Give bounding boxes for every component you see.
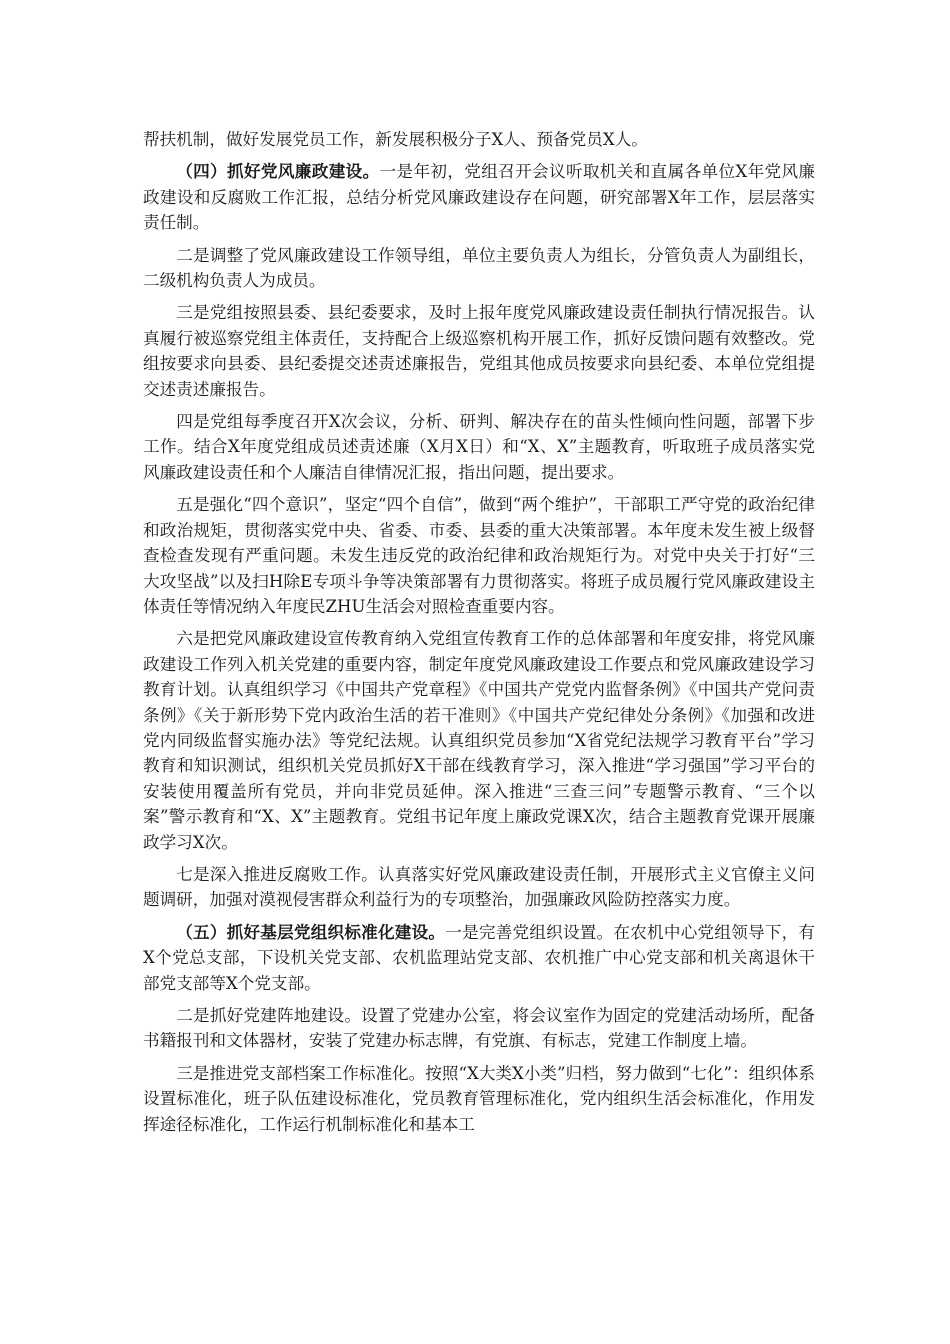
paragraph-text: 三是党组按照县委、县纪委要求，及时上报年度党风廉政建设责任制执行情况报告。认真履行被巡察党组主体责任，支持配合上级巡察机构开展工作，抓好反馈问题有效整改。党组按要求向县委、县纪委提交述责述廉报告，党组其他成员按要求向县纪委、本单位党组提交述责述廉报告。 xyxy=(143,303,815,399)
paragraph-item-9 xyxy=(143,1003,815,1054)
paragraph-item-2 xyxy=(143,243,815,294)
paragraph-section-5 xyxy=(143,920,815,996)
paragraph-item-10 xyxy=(143,1061,815,1137)
section-heading: （四）抓好党风廉政建设。 xyxy=(176,161,380,182)
paragraph-item-4 xyxy=(143,409,815,485)
paragraph-text: 一是完善党组织设置。在农机中心党组领导下，有X个党总支部，下设机关党支部、农机监理站党支部、农机推广中心党支部和机关离退休干部党支部等X个党支部。 xyxy=(143,922,816,993)
paragraph-text: 帮扶机制，做好发展党员工作，新发展积极分子X人、预备党员X人。 xyxy=(143,130,648,149)
paragraph-continuation xyxy=(143,127,815,152)
paragraph-text: 七是深入推进反腐败工作。认真落实好党风廉政建设责任制，开展形式主义官僚主义问题调研，加强对漠视侵害群众利益行为的专项整治，加强廉政风险防控落实力度。 xyxy=(143,864,815,910)
paragraph-text: 二是抓好党建阵地建设。设置了党建办公室，将会议室作为固定的党建活动场所，配备书籍报刊和文体器材，安装了党建办标志牌，有党旗、有标志，党建工作制度上墙。 xyxy=(143,1006,815,1051)
section-heading: （五）抓好基层党组织标准化建设。 xyxy=(176,921,446,942)
paragraph-text: 四是党组每季度召开X次会议，分析、研判、解决存在的苗头性倾向性问题，部署下步工作。结合X年度党组成员述责述廉（X月X日）和“X、X”主题教育，听取班子成员落实党风廉政建设责任和个人廉洁自律情况汇报，指出问题，提出要求。 xyxy=(143,412,815,482)
paragraph-item-5 xyxy=(143,492,815,619)
paragraph-text: 三是推进党支部档案工作标准化。按照“X大类X小类”归档，努力做到“七化”：组织体系设置标准化，班子队伍建设标准化，党员教育管理标准化，党内组织生活会标准化，作用发挥途径标准化，工作运行机制标准化和基本工 xyxy=(143,1063,815,1134)
paragraph-item-6 xyxy=(143,626,815,855)
paragraph-item-7 xyxy=(143,862,815,913)
paragraph-text: 一是年初，党组召开会议听取机关和直属各单位X年党风廉政建设和反腐败工作汇报，总结分析党风廉政建设存在问题，研究部署X年工作，层层落实责任制。 xyxy=(143,162,816,233)
paragraph-text: 六是把党风廉政建设宣传教育纳入党组宣传教育工作的总体部署和年度安排，将党风廉政建设工作列入机关党建的重要内容，制定年度党风廉政建设工作要点和党风廉政建设学习教育计划。认真组织学习《中国共产党章程》《中国共产党党内监督条例》《中国共产党问责条例》《关于新形势下党内政治生活的若干准则》《中国共产党纪律处分条例》《加强和改进党内同级监督实施办法》等党纪法规。认真组织党员参加“X省党纪法规学习教育平台”学习教育和知识测试，组织机关党员抓好X干部在线教育学习，深入推进“学习强国”学习平台的安装使用覆盖所有党员，并向非党员延伸。深入推进“三查三问”专题警示教育、“三个以案”警示教育和“X、X”主题教育。党组书记年度上廉政党课X次，结合主题教育党课开展廉政学习X次。 xyxy=(143,629,815,852)
paragraph-text: 二是调整了党风廉政建设工作领导组，单位主要负责人为组长，分管负责人为副组长，二级机构负责人为成员。 xyxy=(143,245,815,291)
document-body xyxy=(143,127,815,1144)
paragraph-text: 五是强化“四个意识”，坚定“四个自信”，做到“两个维护”，干部职工严守党的政治纪律和政治规矩，贯彻落实党中央、省委、市委、县委的重大决策部署。本年度未发生被上级督查检查发现有严重问题。未发生违反党的政治纪律和政治规矩行为。对党中央关于打好“三大攻坚战”以及扫H除E专项斗争等决策部署有力贯彻落实。将班子成员履行党风廉政建设主体责任等情况纳入年度民ZHU生活会对照检查重要内容。 xyxy=(143,495,815,616)
paragraph-item-3 xyxy=(143,300,815,402)
paragraph-section-4 xyxy=(143,159,815,235)
